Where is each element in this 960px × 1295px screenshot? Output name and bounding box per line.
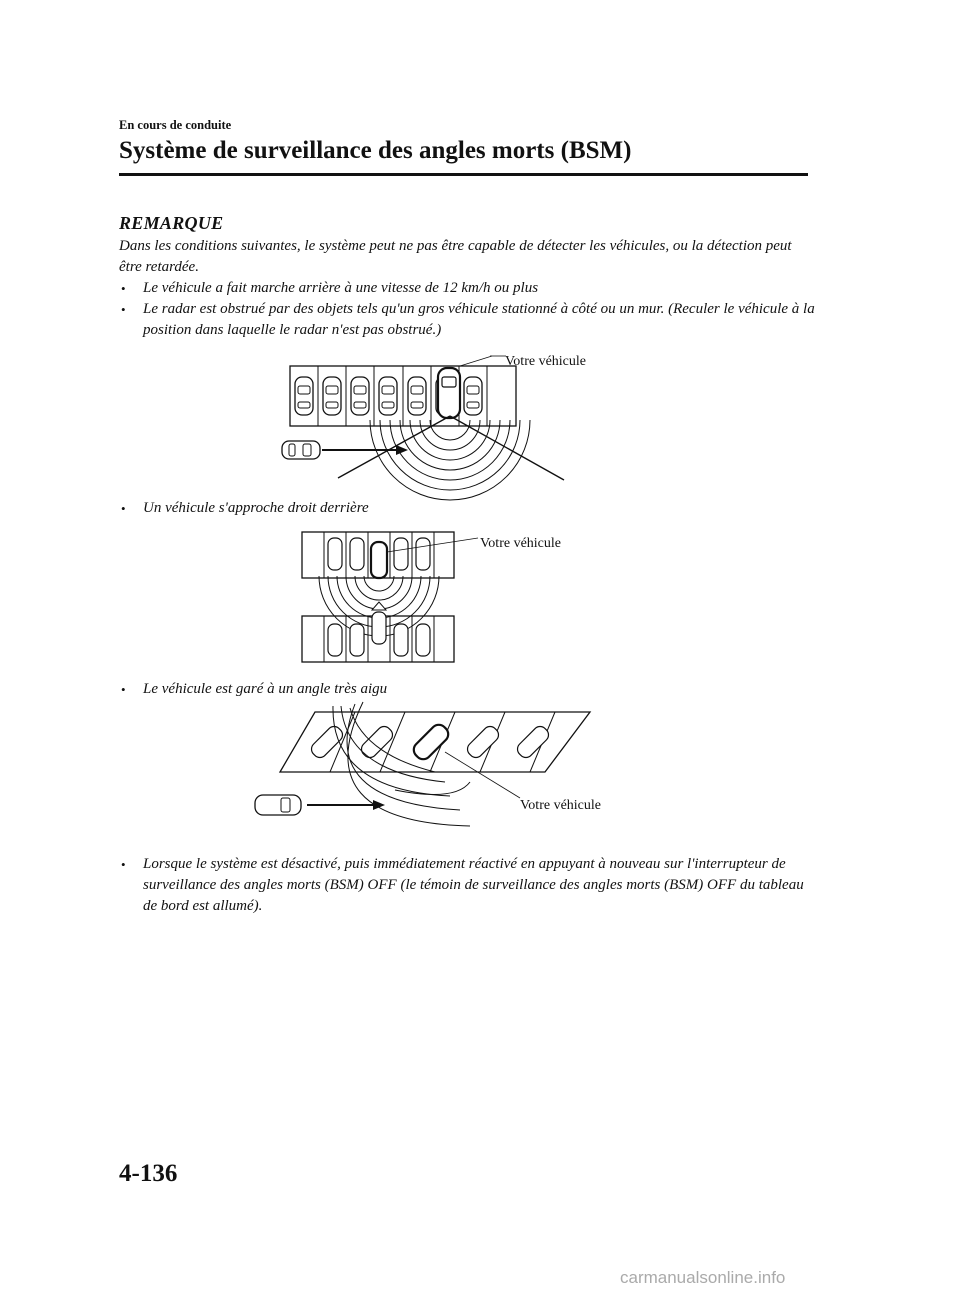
bullet-dot: • xyxy=(121,281,126,296)
bullet-text: Lorsque le système est désactivé, puis immédiatement réactivé en appuyant à nouveau sur l'interrupteur de surveillance des angles morts (BSM) OFF (le témoin de surveillance des angles morts (BSM) OFF du tableau de bord est allumé). xyxy=(143,856,804,914)
figure-approach-directly-behind xyxy=(300,530,480,665)
figure-callout-label: Votre véhicule xyxy=(480,536,561,551)
watermark-text: carmanualsonline.info xyxy=(620,1268,786,1287)
bullet-item xyxy=(119,278,819,299)
note-intro: Dans les conditions suivantes, le système peut ne pas être capable de détecter les véhicules, ou la détection peut être retardée. xyxy=(119,238,792,275)
figure-radar-obstructed xyxy=(270,360,570,490)
bullet-item xyxy=(119,679,819,700)
bullet-text: Le radar est obstrué par des objets tels qu'un gros véhicule stationné à côté ou un mur. (Reculer le véhicule à la position dans laquelle le radar n'est pas obstrué.) xyxy=(143,301,815,338)
bullet-item xyxy=(119,854,819,917)
figure-callout-label: Votre véhicule xyxy=(505,354,586,369)
note-heading: REMARQUE xyxy=(119,213,224,233)
page-number: 4-136 xyxy=(119,1160,178,1187)
bullet-dot: • xyxy=(121,857,126,872)
section-label: En cours de conduite xyxy=(119,118,232,132)
figure-callout-label: Votre véhicule xyxy=(520,798,601,813)
bullet-text: Un véhicule s'approche droit derrière xyxy=(143,500,369,516)
bullet-text: Le véhicule a fait marche arrière à une vitesse de 12 km/h ou plus xyxy=(143,280,539,296)
figure-acute-angle-parking xyxy=(245,702,595,842)
bullet-dot: • xyxy=(121,302,126,317)
bullet-dot: • xyxy=(121,501,126,516)
bullet-item xyxy=(119,498,819,519)
page-title: Système de surveillance des angles morts (BSM) xyxy=(119,137,632,164)
title-divider xyxy=(119,173,808,176)
bullet-dot: • xyxy=(121,682,126,697)
bullet-text: Le véhicule est garé à un angle très aigu xyxy=(143,681,388,697)
bullet-item xyxy=(119,299,819,341)
